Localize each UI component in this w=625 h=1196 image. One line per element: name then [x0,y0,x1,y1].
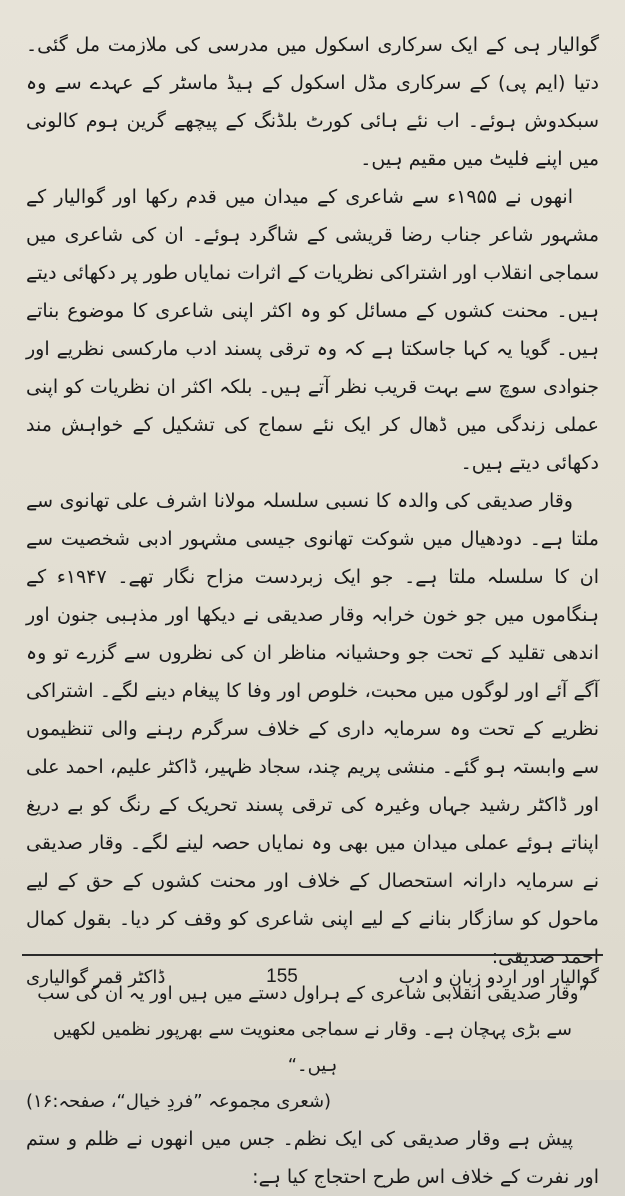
page-number: 155 [266,966,298,987]
body-text [26,26,599,1196]
block-quote: ”وقار صدیقی انقلابی شاعری کے ہراول دستے میں ہیں اور یہ ان کی سب سے بڑی پہچان ہے۔ وقار نے سماجی معنویت سے بھرپور نظمیں لکھیں ہیں۔“ [37,983,588,1076]
paragraph-poetry: انھوں نے ۱۹۵۵ء سے شاعری کے میدان میں قدم رکھا اور گوالیار کے مشہور شاعر جناب رضا قریشی کے شاگرد ہوئے۔ ان کی شاعری میں سماجی انقلاب اور اشتراکی نظریات کے اثرات نمایاں طور پر دکھائی دیتے ہیں۔ محنت کشوں کے مسائل کو وہ اکثر اپنی شاعری کا موضوع بناتے ہیں۔ گویا یہ کہا جاسکتا ہے کہ وہ ترقی پسند ادب مارکسی نظریے اور جنوادی سوچ سے بہت قریب نظر آتے ہیں۔ بلکہ اکثر ان نظریات کو اپنی عملی زندگی میں ڈھال کر ایک نئے سماج کی تشکیل کے خواہش مند دکھائی دیتے ہیں۔ [26,186,599,474]
footer-author: ڈاکٹر قمر گوالیاری [26,966,166,988]
paragraph-closing: پیش ہے وقار صدیقی کی ایک نظم۔ جس میں انھوں نے ظلم و ستم اور نفرت کے خلاف اس طرح احتجاج کیا ہے: [26,1128,599,1188]
footer-book-title: گوالیار اور اردو زبان و ادب [398,966,599,988]
quote-citation: (شعری مجموعہ ”فردِ خیال“، صفحہ:۱۶) [26,1091,332,1112]
page-footer [26,960,599,994]
paragraph-intro: گوالیار ہی کے ایک سرکاری اسکول میں مدرسی کی ملازمت مل گئی۔ دتیا (ایم پی) کے سرکاری مڈل اسکول کے ہیڈ ماسٹر کے عہدے سے وہ سبکدوش ہوئے۔ اب نئے ہائی کورٹ بلڈنگ کے پیچھے گرین ہوم کالونی میں اپنے فلیٹ میں مقیم ہیں۔ [26,34,599,170]
paragraph-family: وقار صدیقی کی والدہ کا نسبی سلسلہ مولانا اشرف علی تھانوی سے ملتا ہے۔ دودھیال میں شوکت تھانوی جیسی مشہور ادبی شخصیت سے ان کا سلسلہ ملتا ہے۔ جو ایک زبردست مزاح نگار تھے۔ ۱۹۴۷ء کے ہنگاموں میں جو خون خرابہ وقار صدیقی نے دیکھا اور مذہبی جنون اور اندھی تقلید کے تحت جو وحشیانہ مناظر ان کی نظروں سے گزرے تو وہ آگے آئے اور لوگوں میں محبت، خلوص اور وفا کا پیغام دینے لگے۔ اشتراکی نظریے کے تحت وہ سرمایہ داری کے خلاف سرگرم رہنے والی تنظیموں سے وابستہ ہو گئے۔ منشی پریم چند، سجاد ظہیر، ڈاکٹر علیم، احمد علی اور ڈاکٹر رشید جہاں وغیرہ کی ترقی پسند تحریک کے رنگ کو بے دریغ اپناتے ہوئے عملی میدان میں بھی وہ نمایاں حصہ لینے لگے۔ وقار صدیقی نے سرمایہ دارانہ استحصال کے خلاف اور محنت کشوں کے حق کے لیے ماحول کو سازگار بنانے کے لیے اپنی شاعری کو وقف کر دیا۔ بقول کمال احمد صدیقی: [26,490,599,968]
footer-divider [22,954,603,956]
